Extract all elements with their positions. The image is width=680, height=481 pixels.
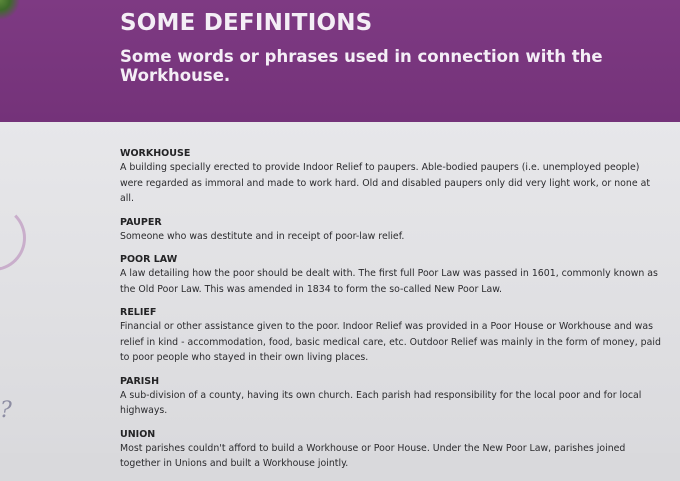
definition-term: RELIEF bbox=[120, 307, 157, 318]
definition-text: Most parishes couldn't afford to build a Workhouse or Poor House. Under the New Poor Law, parishes joined together in Unions and built a Workhouse jointly. bbox=[120, 442, 626, 469]
definition-term: PAUPER bbox=[120, 216, 162, 228]
definition-text: A building specially erected to provide Indoor Relief to paupers. Able-bodied paupers (i.e. unemployed people) were regarded as immoral and made to work hard. Old and disabled paupers only did very light work, or none at all. bbox=[120, 162, 651, 204]
decorative-question-mark: ? bbox=[0, 398, 12, 423]
definition-term: PARISH bbox=[120, 375, 160, 387]
definitions-list bbox=[120, 147, 665, 481]
definition-workhouse bbox=[120, 147, 665, 207]
definition-poor-law bbox=[120, 253, 665, 297]
definition-relief bbox=[120, 306, 665, 366]
header-banner bbox=[0, 0, 680, 122]
definition-pauper bbox=[120, 216, 665, 245]
page-title: SOME DEFINITIONS bbox=[120, 10, 373, 36]
definition-parish bbox=[120, 375, 665, 419]
page-subtitle: Some words or phrases used in connection with the Workhouse. bbox=[120, 47, 603, 85]
definition-term: POOR LAW bbox=[120, 254, 178, 265]
definition-term: WORKHOUSE bbox=[120, 148, 191, 159]
definition-text: Someone who was destitute and in receipt of poor-law relief. bbox=[120, 230, 405, 242]
definition-term: UNION bbox=[120, 428, 156, 440]
foliage-decoration bbox=[0, 0, 30, 20]
definition-text: A sub-division of a county, having its own church. Each parish had responsibility for the local poor and for local highways. bbox=[120, 389, 642, 416]
definition-text: A law detailing how the poor should be dealt with. The first full Poor Law was passed in 1601, commonly known as the Old Poor Law. This was amended in 1834 to form the so-called New Poor Law. bbox=[120, 268, 658, 295]
definition-text: Financial or other assistance given to the poor. Indoor Relief was provided in a Poor House or Workhouse and was relief in kind - accommodation, food, basic medical care, etc. Outdoor Relief was mainly in the form of money, paid to poor people who stayed in their own living places. bbox=[120, 321, 661, 363]
definition-union bbox=[120, 428, 665, 472]
